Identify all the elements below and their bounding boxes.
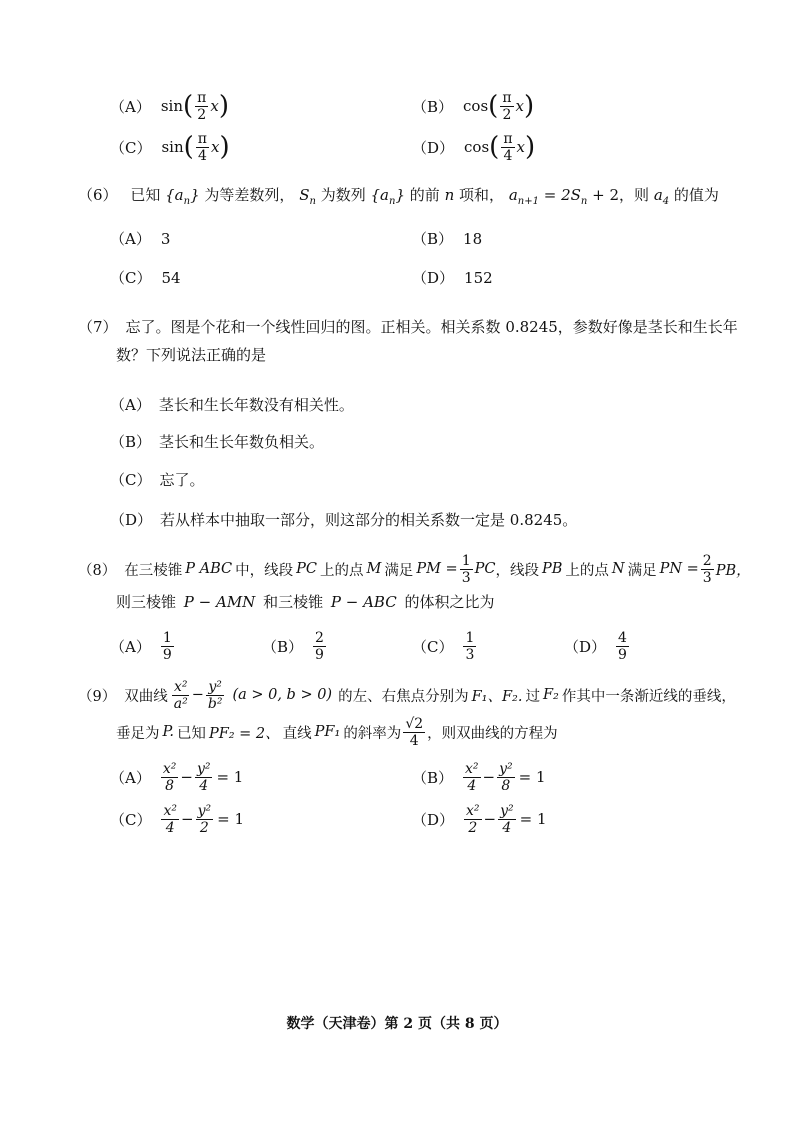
math-text: PB bbox=[541, 561, 563, 577]
numerator: 4 bbox=[618, 629, 627, 646]
stem-text: 已知 bbox=[176, 725, 206, 742]
q9-stem-line1 bbox=[78, 675, 736, 715]
paren-right: ) bbox=[524, 91, 535, 121]
q9-stem-line2 bbox=[116, 712, 558, 752]
option-text: 若从样本中抽取一部分，则这部分的相关系数一定是 0.8245。 bbox=[160, 511, 578, 529]
fraction bbox=[313, 630, 326, 663]
fraction bbox=[701, 553, 714, 586]
q8-option-c bbox=[412, 626, 478, 666]
stem-text: 和三棱锥 bbox=[263, 593, 324, 611]
option-label: （A） bbox=[110, 230, 151, 248]
denominator: a² bbox=[173, 695, 188, 712]
math-text: P − ABC bbox=[330, 593, 397, 611]
stem-text: 满足 bbox=[627, 562, 657, 579]
equation-rhs: = 1 bbox=[519, 810, 547, 828]
math-sub: 4 bbox=[662, 196, 670, 207]
option-label: （B） bbox=[412, 97, 454, 116]
math-operator: − bbox=[482, 768, 496, 786]
option-label: （C） bbox=[412, 637, 454, 656]
paren-right: ) bbox=[219, 132, 230, 162]
variable: x bbox=[211, 138, 220, 156]
variable: x bbox=[515, 97, 524, 115]
denominator: 3 bbox=[461, 569, 471, 586]
math-text: S bbox=[299, 186, 310, 204]
paren-right: ) bbox=[525, 132, 536, 162]
math-text: a bbox=[653, 186, 663, 204]
stem-text: 的前 bbox=[409, 186, 440, 204]
denominator: 4 bbox=[467, 777, 477, 794]
numerator: x² bbox=[465, 760, 479, 777]
denominator: 9 bbox=[315, 646, 324, 663]
stem-text: 的斜率为 bbox=[343, 725, 402, 742]
fraction bbox=[195, 90, 208, 123]
numerator: π bbox=[197, 130, 207, 147]
numerator: y² bbox=[197, 802, 212, 819]
func-name: cos bbox=[463, 97, 489, 115]
math-text: = 2S bbox=[538, 186, 581, 204]
stem-text: 忘了。图是个花和一个线性回归的图。正相关。相关系数 0.8245，参数好像是茎长和生长年 bbox=[125, 318, 738, 336]
variable: x bbox=[516, 138, 525, 156]
option-text: 茎长和生长年数负相关。 bbox=[159, 433, 325, 451]
math-text: {a bbox=[370, 186, 390, 204]
option-label: （C） bbox=[110, 810, 152, 829]
q8-stem-line2 bbox=[116, 592, 495, 612]
equation-rhs: = 1 bbox=[216, 768, 244, 786]
question-number: （8） bbox=[78, 562, 117, 579]
fraction bbox=[460, 553, 473, 586]
fraction bbox=[195, 761, 213, 794]
option-label: （D） bbox=[412, 269, 455, 287]
q7-option-b bbox=[110, 432, 324, 452]
stem-text: 在三棱锥 bbox=[124, 562, 183, 579]
equation-rhs: = 1 bbox=[217, 810, 244, 828]
fraction bbox=[498, 803, 516, 836]
numerator: x² bbox=[173, 678, 188, 695]
stem-text: ，线段 bbox=[495, 562, 539, 579]
q7-stem-line2: 数？下列说法正确的是 bbox=[116, 346, 267, 364]
math-text: PF₂ = 2、 bbox=[208, 725, 280, 742]
math-sub: n+1 bbox=[517, 196, 539, 207]
q8-option-d bbox=[564, 626, 631, 666]
denominator: 4 bbox=[502, 819, 512, 836]
option-label: （D） bbox=[564, 637, 607, 656]
option-label: （B） bbox=[412, 230, 454, 248]
q9-option-d bbox=[412, 799, 547, 839]
numerator: π bbox=[502, 89, 512, 106]
option-label: （D） bbox=[412, 138, 455, 157]
denominator: 4 bbox=[199, 777, 209, 794]
option-label: （B） bbox=[262, 637, 304, 656]
math-text: a bbox=[508, 186, 518, 204]
q8-option-a bbox=[110, 626, 176, 666]
fraction bbox=[464, 803, 482, 836]
q7-option-a bbox=[110, 395, 354, 415]
q6-stem bbox=[78, 185, 719, 212]
question-number: （7） bbox=[78, 318, 118, 336]
stem-text: + 2，则 bbox=[587, 186, 650, 204]
denominator: 9 bbox=[618, 646, 627, 663]
stem-text: 上的点 bbox=[319, 562, 364, 579]
option-label: （A） bbox=[110, 768, 151, 787]
fraction bbox=[196, 131, 209, 164]
stem-text: 项和， bbox=[459, 186, 505, 204]
option-label: （D） bbox=[412, 810, 455, 829]
fraction bbox=[206, 679, 225, 712]
math-operator: − bbox=[191, 687, 204, 703]
numerator: 2 bbox=[315, 629, 324, 646]
fraction bbox=[463, 630, 476, 663]
math-operator: − bbox=[483, 810, 497, 828]
fraction bbox=[497, 761, 515, 794]
fraction bbox=[403, 716, 425, 749]
numerator: y² bbox=[208, 678, 222, 695]
page-footer: 数学（天津卷）第 2 页（共 8 页） bbox=[286, 1016, 508, 1032]
denominator: 3 bbox=[702, 569, 712, 586]
math-text: PN = bbox=[659, 561, 699, 577]
denominator: 4 bbox=[165, 819, 175, 836]
option-label: （A） bbox=[110, 396, 151, 414]
stem-text: 为数列 bbox=[320, 186, 366, 204]
numerator: y² bbox=[196, 760, 211, 777]
numerator: y² bbox=[500, 802, 514, 819]
func-name: sin bbox=[161, 138, 184, 156]
math-text: n bbox=[444, 186, 455, 204]
option-value: 18 bbox=[463, 230, 483, 248]
stem-text: 过 bbox=[525, 688, 540, 705]
numerator: x² bbox=[466, 802, 480, 819]
numerator: π bbox=[197, 89, 207, 106]
fraction bbox=[616, 630, 629, 663]
denominator: b² bbox=[207, 695, 223, 712]
numerator: 2 bbox=[702, 552, 712, 569]
denominator: 9 bbox=[162, 646, 172, 663]
option-label: （A） bbox=[110, 637, 151, 656]
numerator: x² bbox=[163, 802, 177, 819]
numerator: 1 bbox=[465, 629, 475, 646]
option-label: （D） bbox=[110, 511, 153, 529]
stem-text: 中，线段 bbox=[235, 562, 294, 579]
math-text: PF₁ bbox=[314, 724, 341, 740]
func-name: cos bbox=[464, 138, 490, 156]
math-text: } bbox=[395, 186, 406, 204]
q5-option-a bbox=[110, 86, 229, 126]
q8-option-b bbox=[262, 626, 328, 666]
q5-option-b bbox=[412, 86, 534, 126]
math-sub: n bbox=[183, 196, 191, 207]
option-label: （C） bbox=[110, 138, 152, 157]
math-text: } bbox=[190, 186, 200, 204]
math-text: PC bbox=[296, 561, 317, 577]
stem-text: 垂足为 bbox=[116, 725, 160, 742]
denominator: 2 bbox=[199, 819, 209, 836]
numerator: 1 bbox=[162, 629, 172, 646]
stem-text: 的值为 bbox=[673, 186, 719, 204]
option-label: （C） bbox=[110, 269, 152, 287]
option-value: 152 bbox=[464, 269, 493, 287]
denominator: 4 bbox=[197, 147, 207, 164]
paren-left: ( bbox=[183, 91, 194, 121]
paren-left: ( bbox=[488, 91, 499, 121]
q7-option-c bbox=[110, 470, 205, 490]
q9-option-a bbox=[110, 757, 243, 797]
math-text: M bbox=[366, 561, 382, 577]
numerator: x² bbox=[162, 760, 177, 777]
func-name: sin bbox=[160, 97, 183, 115]
fraction bbox=[161, 761, 179, 794]
option-label: （C） bbox=[110, 471, 152, 489]
numerator: y² bbox=[499, 760, 513, 777]
q6-option-d bbox=[412, 268, 493, 288]
option-text: 茎长和生长年数没有相关性。 bbox=[158, 396, 354, 414]
stem-text: 则三棱锥 bbox=[116, 593, 177, 611]
math-text: PM = bbox=[416, 561, 458, 577]
math-text: P ABC bbox=[185, 561, 233, 577]
math-operator: − bbox=[180, 768, 193, 786]
stem-text: 直线 bbox=[282, 725, 312, 742]
paren-left: ( bbox=[183, 132, 194, 162]
option-label: （B） bbox=[412, 768, 454, 787]
math-text: F₂ bbox=[542, 687, 559, 703]
q6-option-c bbox=[110, 268, 181, 288]
stem-text: 为等差数列， bbox=[204, 186, 295, 204]
stem-text: 满足 bbox=[384, 562, 414, 579]
question-number: （9） bbox=[78, 688, 117, 705]
q6-option-a bbox=[110, 229, 170, 249]
stem-text: 作其中一条渐近线的垂线， bbox=[561, 688, 736, 705]
stem-text: ，则双曲线的方程为 bbox=[427, 725, 558, 742]
math-text: PC bbox=[474, 561, 496, 577]
stem-text: 的体积之比为 bbox=[404, 593, 495, 611]
denominator: 2 bbox=[197, 106, 207, 123]
paren-left: ( bbox=[489, 132, 500, 162]
denominator: 4 bbox=[409, 732, 419, 749]
denominator: 3 bbox=[465, 646, 475, 663]
paren-right: ) bbox=[218, 91, 229, 121]
denominator: 2 bbox=[502, 106, 512, 123]
math-text: PB， bbox=[715, 562, 751, 579]
math-text: P − AMN bbox=[183, 593, 256, 611]
math-sub: n bbox=[389, 196, 396, 207]
stem-text: 双曲线 bbox=[124, 688, 168, 705]
stem-text: 上的点 bbox=[565, 562, 609, 579]
denominator: 8 bbox=[501, 777, 511, 794]
q7-stem-line1 bbox=[78, 317, 738, 337]
stem-text: 的左、右焦点分别为 bbox=[338, 688, 469, 705]
math-operator: − bbox=[181, 810, 194, 828]
denominator: 4 bbox=[503, 147, 513, 164]
numerator: 1 bbox=[461, 552, 471, 569]
math-sub: n bbox=[580, 196, 588, 207]
fraction bbox=[500, 90, 513, 123]
math-text: F₁、F₂. bbox=[471, 688, 523, 705]
equation-rhs: = 1 bbox=[518, 768, 546, 786]
denominator: 2 bbox=[468, 819, 478, 836]
q9-option-c bbox=[110, 799, 244, 839]
option-label: （A） bbox=[110, 97, 151, 116]
variable: x bbox=[210, 97, 219, 115]
fraction bbox=[161, 803, 179, 836]
math-text: {a bbox=[165, 186, 184, 204]
fraction bbox=[463, 761, 481, 794]
q6-option-b bbox=[412, 229, 482, 249]
q8-stem-line1 bbox=[78, 549, 751, 589]
option-label: （B） bbox=[110, 433, 152, 451]
math-text: P. bbox=[162, 724, 174, 740]
numerator: π bbox=[503, 130, 513, 147]
option-value: 3 bbox=[160, 230, 171, 248]
denominator: 8 bbox=[165, 777, 175, 794]
math-sub: n bbox=[309, 196, 316, 207]
q9-option-b bbox=[412, 757, 546, 797]
stem-text: 已知 bbox=[130, 186, 161, 204]
fraction bbox=[196, 803, 214, 836]
q5-option-c bbox=[110, 127, 230, 167]
math-text: (a > 0, b > 0) bbox=[232, 687, 333, 703]
numerator: √2 bbox=[405, 715, 424, 732]
fraction bbox=[172, 679, 190, 712]
fraction bbox=[501, 131, 514, 164]
math-text: N bbox=[611, 561, 625, 577]
fraction bbox=[161, 630, 174, 663]
option-text: 忘了。 bbox=[159, 471, 205, 489]
q5-option-d bbox=[412, 127, 535, 167]
option-value: 54 bbox=[161, 269, 181, 287]
question-number: （6） bbox=[78, 186, 118, 204]
q7-option-d bbox=[110, 510, 577, 530]
